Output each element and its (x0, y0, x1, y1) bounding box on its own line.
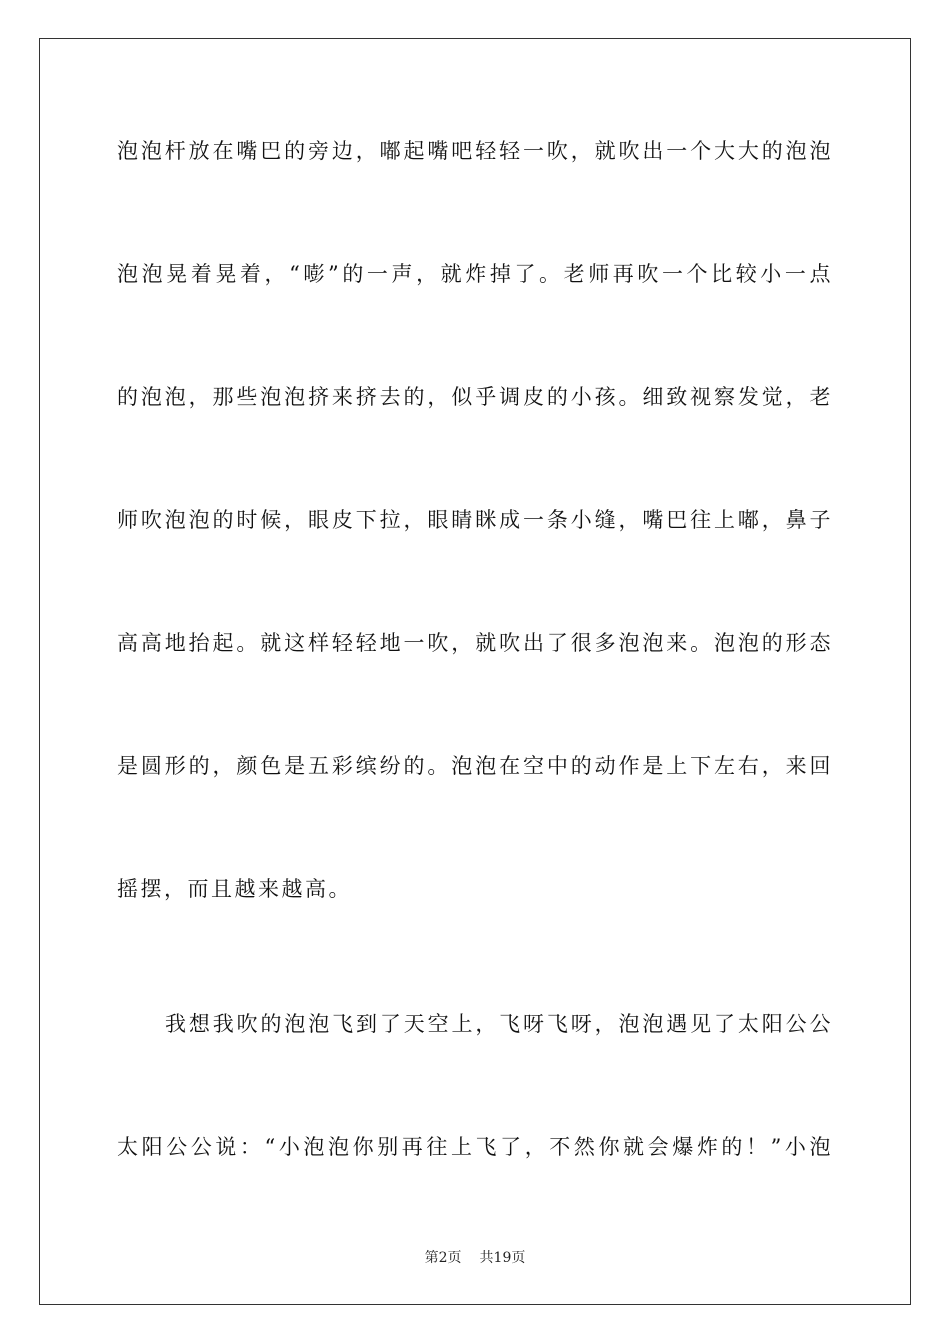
page-footer (0, 1249, 950, 1267)
paragraph-line-1: 泡泡杆放在嘴巴的旁边，嘟起嘴吧轻轻一吹，就吹出一个大大的泡泡 (117, 139, 833, 163)
page-total: 共19页 (479, 1250, 526, 1266)
paragraph-line-9: 太阳公公说：“小泡泡你别再往上飞了，不然你就会爆炸的！”小泡 (117, 1135, 833, 1159)
paragraph-line-8: 我想我吹的泡泡飞到了天空上，飞呀飞呀，泡泡遇见了太阳公公 (165, 1012, 833, 1036)
paragraph-line-5: 高高地抬起。就这样轻轻地一吹，就吹出了很多泡泡来。泡泡的形态 (117, 631, 833, 655)
paragraph-line-2: 泡泡晃着晃着，“嘭”的一声，就炸掉了。老师再吹一个比较小一点 (117, 262, 833, 286)
paragraph-line-6: 是圆形的，颜色是五彩缤纷的。泡泡在空中的动作是上下左右，来回 (117, 754, 833, 778)
paragraph-line-3: 的泡泡，那些泡泡挤来挤去的，似乎调皮的小孩。细致视察发觉，老 (117, 385, 833, 409)
page-border (39, 38, 911, 1305)
paragraph-line-7: 摇摆，而且越来越高。 (117, 877, 352, 901)
page-number: 第2页 (424, 1250, 462, 1266)
paragraph-line-4: 师吹泡泡的时候，眼皮下拉，眼睛眯成一条小缝，嘴巴往上嘟，鼻子 (117, 508, 833, 532)
